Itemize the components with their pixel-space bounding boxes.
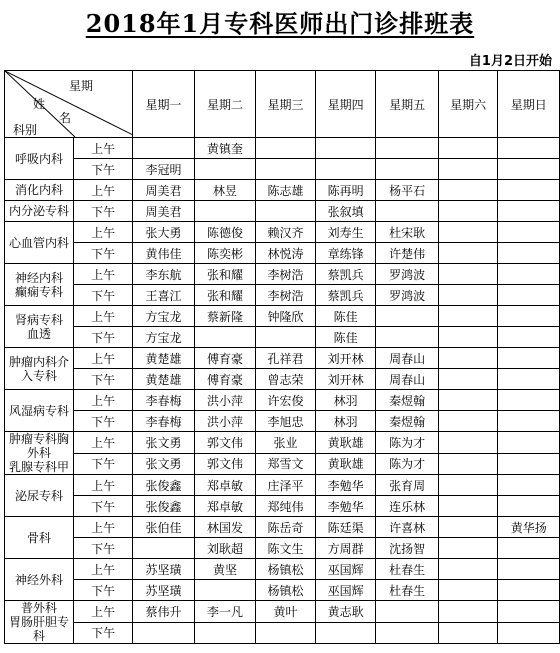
doctor-cell xyxy=(315,622,376,644)
doctor-cell xyxy=(498,453,560,475)
session-label: 上午 xyxy=(73,517,132,538)
doctor-cell xyxy=(376,138,439,159)
department-name: 神经外科 xyxy=(5,559,74,601)
doctor-cell: 黄耿雄 xyxy=(315,432,376,454)
doctor-cell: 庄泽平 xyxy=(256,475,316,496)
doctor-cell xyxy=(498,369,560,390)
doctor-cell: 杨镇松 xyxy=(256,559,316,580)
doctor-cell: 苏坚璜 xyxy=(133,559,195,580)
doctor-cell xyxy=(256,327,316,348)
doctor-cell xyxy=(498,411,560,432)
doctor-cell: 黄楚雄 xyxy=(133,369,195,390)
doctor-cell xyxy=(438,180,498,201)
doctor-cell: 郭文伟 xyxy=(194,432,256,454)
doctor-cell xyxy=(194,622,256,644)
department-name: 骨科 xyxy=(5,517,74,559)
doctor-cell: 张俊鑫 xyxy=(133,475,195,496)
doctor-cell xyxy=(498,475,560,496)
doctor-cell xyxy=(498,432,560,454)
department-name: 肾病专科 血透 xyxy=(5,306,74,348)
doctor-cell xyxy=(376,306,439,327)
schedule-row xyxy=(5,201,560,222)
corner-label-weekday: 星期 xyxy=(69,79,94,93)
doctor-cell: 林悦涛 xyxy=(256,243,316,264)
schedule-row xyxy=(5,222,560,243)
header-row xyxy=(5,71,560,138)
doctor-cell: 黄华扬 xyxy=(498,517,560,538)
session-label: 下午 xyxy=(73,159,132,180)
doctor-cell xyxy=(376,327,439,348)
session-label: 上午 xyxy=(73,264,132,285)
doctor-cell: 郭文伟 xyxy=(194,453,256,475)
doctor-cell: 郑卓敏 xyxy=(194,475,256,496)
doctor-cell: 李一凡 xyxy=(194,601,256,623)
department-name: 神经内科 癫痫专科 xyxy=(5,264,74,306)
doctor-cell xyxy=(498,559,560,580)
day-header: 星期五 xyxy=(376,71,439,138)
doctor-cell xyxy=(376,601,439,623)
doctor-cell xyxy=(376,159,439,180)
doctor-cell: 傅育豪 xyxy=(194,369,256,390)
department-name: 泌尿专科 xyxy=(5,475,74,517)
schedule-row xyxy=(5,348,560,369)
doctor-cell: 方宝龙 xyxy=(133,327,195,348)
corner-header-cell xyxy=(5,71,133,138)
doctor-cell: 陈岳奇 xyxy=(256,517,316,538)
doctor-cell: 周美君 xyxy=(133,201,195,222)
doctor-cell xyxy=(498,243,560,264)
doctor-cell xyxy=(438,327,498,348)
schedule-row xyxy=(5,453,560,475)
doctor-cell: 赖汉齐 xyxy=(256,222,316,243)
session-label: 下午 xyxy=(73,453,132,475)
doctor-cell xyxy=(133,138,195,159)
doctor-cell xyxy=(438,559,498,580)
doctor-cell xyxy=(438,348,498,369)
doctor-cell: 陈佳 xyxy=(315,306,376,327)
doctor-cell xyxy=(498,538,560,559)
doctor-cell: 刘耿超 xyxy=(194,538,256,559)
doctor-cell: 张俊鑫 xyxy=(133,496,195,517)
doctor-cell xyxy=(498,159,560,180)
doctor-cell xyxy=(438,496,498,517)
doctor-cell: 周春山 xyxy=(376,369,439,390)
doctor-cell xyxy=(438,306,498,327)
doctor-cell: 蔡凯兵 xyxy=(315,264,376,285)
doctor-cell xyxy=(194,327,256,348)
doctor-cell xyxy=(498,496,560,517)
department-name: 内分泌专科 xyxy=(5,201,74,222)
doctor-cell xyxy=(438,538,498,559)
doctor-cell: 孔祥君 xyxy=(256,348,316,369)
session-label: 上午 xyxy=(73,348,132,369)
doctor-cell: 杨镇松 xyxy=(256,580,316,601)
doctor-cell: 张文勇 xyxy=(133,453,195,475)
doctor-cell: 罗鸿波 xyxy=(376,264,439,285)
doctor-cell: 李冠明 xyxy=(133,159,195,180)
doctor-cell xyxy=(438,453,498,475)
doctor-cell xyxy=(315,138,376,159)
doctor-cell: 方宝龙 xyxy=(133,306,195,327)
doctor-cell xyxy=(498,601,560,623)
department-name: 肿瘤内科介 入专科 xyxy=(5,348,74,390)
doctor-cell xyxy=(438,264,498,285)
doctor-cell: 林羽 xyxy=(315,411,376,432)
schedule-row xyxy=(5,390,560,411)
doctor-cell: 张育周 xyxy=(376,475,439,496)
doctor-cell: 黄镇奎 xyxy=(194,138,256,159)
session-label: 下午 xyxy=(73,201,132,222)
doctor-cell xyxy=(438,138,498,159)
schedule-row xyxy=(5,243,560,264)
doctor-cell xyxy=(438,159,498,180)
session-label: 下午 xyxy=(73,580,132,601)
doctor-cell: 张大勇 xyxy=(133,222,195,243)
doctor-cell: 秦煜翰 xyxy=(376,411,439,432)
schedule-row xyxy=(5,138,560,159)
doctor-cell: 章练锋 xyxy=(315,243,376,264)
doctor-cell: 黄志耿 xyxy=(315,601,376,623)
doctor-cell: 蔡凯兵 xyxy=(315,285,376,306)
doctor-cell xyxy=(498,285,560,306)
schedule-row xyxy=(5,622,560,644)
schedule-row xyxy=(5,601,560,623)
doctor-cell: 刘开林 xyxy=(315,348,376,369)
schedule-row xyxy=(5,159,560,180)
doctor-cell: 黄伟佳 xyxy=(133,243,195,264)
day-header: 星期一 xyxy=(133,71,195,138)
doctor-cell xyxy=(438,517,498,538)
doctor-cell xyxy=(438,201,498,222)
doctor-cell: 许楚伟 xyxy=(376,243,439,264)
schedule-row xyxy=(5,369,560,390)
doctor-cell: 许宏俊 xyxy=(256,390,316,411)
doctor-cell xyxy=(194,201,256,222)
doctor-cell: 巫国辉 xyxy=(315,559,376,580)
doctor-cell: 李勉华 xyxy=(315,496,376,517)
doctor-cell xyxy=(133,538,195,559)
doctor-cell: 张和耀 xyxy=(194,285,256,306)
doctor-cell: 陈奕彬 xyxy=(194,243,256,264)
session-label: 上午 xyxy=(73,432,132,454)
doctor-cell: 李树浩 xyxy=(256,285,316,306)
doctor-cell: 杨平石 xyxy=(376,180,439,201)
doctor-cell: 李东航 xyxy=(133,264,195,285)
corner-label-dept: 科别 xyxy=(13,123,38,137)
doctor-cell: 郑雪文 xyxy=(256,453,316,475)
session-label: 下午 xyxy=(73,622,132,644)
doctor-cell: 杜春生 xyxy=(376,559,439,580)
doctor-cell xyxy=(498,390,560,411)
doctor-cell xyxy=(438,390,498,411)
doctor-cell: 蔡伟升 xyxy=(133,601,195,623)
doctor-cell xyxy=(133,622,195,644)
doctor-cell xyxy=(194,159,256,180)
doctor-cell xyxy=(498,180,560,201)
doctor-cell: 林昱 xyxy=(194,180,256,201)
department-name: 呼吸内科 xyxy=(5,138,74,180)
doctor-cell: 张文勇 xyxy=(133,432,195,454)
doctor-cell: 陈为才 xyxy=(376,453,439,475)
doctor-cell: 王喜江 xyxy=(133,285,195,306)
doctor-cell xyxy=(438,411,498,432)
doctor-cell: 连乐林 xyxy=(376,496,439,517)
department-name: 普外科 胃肠肝胆专科 xyxy=(5,601,74,644)
department-name: 心血管内科 xyxy=(5,222,74,264)
doctor-cell: 张叙填 xyxy=(315,201,376,222)
doctor-cell: 苏坚璜 xyxy=(133,580,195,601)
doctor-cell: 周春山 xyxy=(376,348,439,369)
doctor-cell xyxy=(438,622,498,644)
doctor-cell: 黄楚雄 xyxy=(133,348,195,369)
doctor-cell: 钟隆欣 xyxy=(256,306,316,327)
doctor-cell: 沈扬智 xyxy=(376,538,439,559)
doctor-cell: 洪小萍 xyxy=(194,411,256,432)
session-label: 上午 xyxy=(73,222,132,243)
schedule-row xyxy=(5,517,560,538)
corner-label-name-1: 姓 xyxy=(33,97,46,111)
doctor-cell: 洪小萍 xyxy=(194,390,256,411)
doctor-cell: 许喜林 xyxy=(376,517,439,538)
doctor-cell: 张和耀 xyxy=(194,264,256,285)
page-title: 2018年1月专科医师出门诊排班表 xyxy=(85,9,475,38)
doctor-cell: 傅育豪 xyxy=(194,348,256,369)
doctor-cell xyxy=(438,285,498,306)
schedule-row xyxy=(5,264,560,285)
doctor-cell xyxy=(498,348,560,369)
doctor-cell xyxy=(438,432,498,454)
session-label: 上午 xyxy=(73,306,132,327)
doctor-cell: 巫国辉 xyxy=(315,580,376,601)
doctor-cell: 陈佳 xyxy=(315,327,376,348)
doctor-cell xyxy=(498,580,560,601)
doctor-cell xyxy=(498,622,560,644)
schedule-row xyxy=(5,559,560,580)
doctor-cell: 郑卓敏 xyxy=(194,496,256,517)
day-header: 星期四 xyxy=(315,71,376,138)
doctor-cell: 郑纯伟 xyxy=(256,496,316,517)
doctor-cell: 曾志荣 xyxy=(256,369,316,390)
corner-label-name-2: 名 xyxy=(59,111,72,125)
doctor-cell: 陈文生 xyxy=(256,538,316,559)
doctor-cell xyxy=(438,475,498,496)
schedule-row xyxy=(5,180,560,201)
doctor-cell: 黄坚 xyxy=(194,559,256,580)
session-label: 下午 xyxy=(73,538,132,559)
doctor-cell: 黄叶 xyxy=(256,601,316,623)
session-label: 下午 xyxy=(73,369,132,390)
doctor-cell: 林国发 xyxy=(194,517,256,538)
doctor-cell xyxy=(498,264,560,285)
doctor-cell: 陈德俊 xyxy=(194,222,256,243)
session-label: 下午 xyxy=(73,496,132,517)
doctor-cell xyxy=(438,222,498,243)
doctor-cell xyxy=(498,306,560,327)
doctor-cell xyxy=(438,369,498,390)
doctor-cell: 李春梅 xyxy=(133,411,195,432)
session-label: 上午 xyxy=(73,559,132,580)
doctor-cell: 张业 xyxy=(256,432,316,454)
schedule-table xyxy=(4,70,560,644)
doctor-cell: 刘开林 xyxy=(315,369,376,390)
doctor-cell: 张伯佳 xyxy=(133,517,195,538)
schedule-row xyxy=(5,432,560,454)
doctor-cell: 杜宋耿 xyxy=(376,222,439,243)
schedule-row xyxy=(5,285,560,306)
doctor-cell xyxy=(438,580,498,601)
session-label: 上午 xyxy=(73,390,132,411)
doctor-cell xyxy=(256,622,316,644)
doctor-cell: 周美君 xyxy=(133,180,195,201)
session-label: 下午 xyxy=(73,243,132,264)
schedule-row xyxy=(5,411,560,432)
doctor-cell: 陈为才 xyxy=(376,432,439,454)
doctor-cell: 陈志雄 xyxy=(256,180,316,201)
session-label: 下午 xyxy=(73,411,132,432)
day-header: 星期三 xyxy=(256,71,316,138)
doctor-cell: 陈再明 xyxy=(315,180,376,201)
doctor-cell xyxy=(194,580,256,601)
session-label: 下午 xyxy=(73,327,132,348)
day-header: 星期六 xyxy=(438,71,498,138)
doctor-cell xyxy=(256,159,316,180)
doctor-cell xyxy=(498,222,560,243)
schedule-row xyxy=(5,475,560,496)
doctor-cell: 杜春生 xyxy=(376,580,439,601)
doctor-cell: 方周群 xyxy=(315,538,376,559)
doctor-cell: 李春梅 xyxy=(133,390,195,411)
doctor-cell xyxy=(315,159,376,180)
doctor-cell: 黄耿雄 xyxy=(315,453,376,475)
schedule-row xyxy=(5,327,560,348)
schedule-row xyxy=(5,580,560,601)
doctor-cell xyxy=(498,201,560,222)
doctor-cell: 李树浩 xyxy=(256,264,316,285)
doctor-cell xyxy=(256,138,316,159)
doctor-cell xyxy=(498,138,560,159)
doctor-cell xyxy=(256,201,316,222)
start-date-note: 自1月2日开始 xyxy=(468,54,552,69)
day-header: 星期日 xyxy=(498,71,560,138)
schedule-row xyxy=(5,306,560,327)
doctor-cell xyxy=(376,622,439,644)
doctor-cell xyxy=(376,201,439,222)
department-name: 肿瘤专科胸 外科 乳腺专科甲 xyxy=(5,432,74,475)
doctor-cell: 陈廷渠 xyxy=(315,517,376,538)
doctor-cell: 蔡新隆 xyxy=(194,306,256,327)
doctor-cell: 李勉华 xyxy=(315,475,376,496)
department-name: 风湿病专科 xyxy=(5,390,74,432)
doctor-cell: 罗鸿波 xyxy=(376,285,439,306)
doctor-cell: 秦煜翰 xyxy=(376,390,439,411)
session-label: 下午 xyxy=(73,285,132,306)
doctor-cell xyxy=(438,243,498,264)
doctor-cell xyxy=(498,327,560,348)
doctor-cell: 林羽 xyxy=(315,390,376,411)
doctor-cell: 李旭忠 xyxy=(256,411,316,432)
doctor-cell xyxy=(438,601,498,623)
schedule-row xyxy=(5,496,560,517)
department-name: 消化内科 xyxy=(5,180,74,201)
schedule-row xyxy=(5,538,560,559)
session-label: 上午 xyxy=(73,475,132,496)
session-label: 上午 xyxy=(73,180,132,201)
doctor-cell: 刘寿生 xyxy=(315,222,376,243)
day-header: 星期二 xyxy=(194,71,256,138)
session-label: 上午 xyxy=(73,138,132,159)
session-label: 上午 xyxy=(73,601,132,623)
